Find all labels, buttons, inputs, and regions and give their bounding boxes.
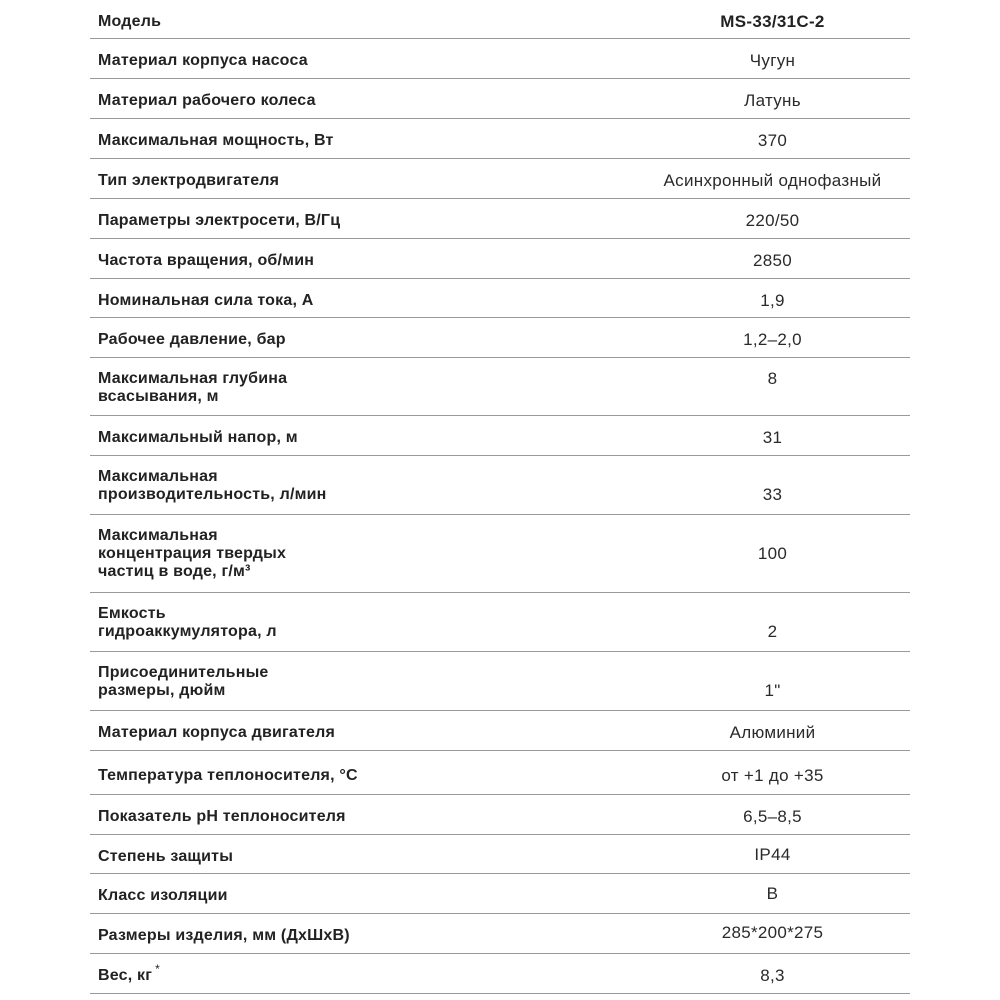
spec-label: Степень защиты (90, 834, 530, 873)
table-row (90, 834, 910, 873)
table-row (90, 750, 910, 794)
spec-value: 370 (530, 118, 910, 158)
table-row (90, 0, 910, 38)
table-row (90, 415, 910, 455)
table-row (90, 238, 910, 278)
table-row (90, 278, 910, 317)
spec-label: Емкость гидроаккумулятора, л (90, 592, 530, 651)
spec-value: IP44 (530, 834, 910, 873)
spec-value: Асинхронный однофазный (530, 158, 910, 198)
spec-label: Температура теплоносителя, °С (90, 750, 530, 794)
spec-label: Параметры электросети, В/Гц (90, 198, 530, 238)
spec-value: 2850 (530, 238, 910, 278)
spec-label: Показатель pH теплоносителя (90, 794, 530, 834)
spec-value: 220/50 (530, 198, 910, 238)
spec-label: Максимальная мощность, Вт (90, 118, 530, 158)
spec-value: 1,2–2,0 (530, 317, 910, 357)
spec-label: Класс изоляции (90, 873, 530, 913)
spec-value: от +1 до +35 (530, 750, 910, 794)
spec-label: Материал рабочего колеса (90, 78, 530, 118)
spec-value: Латунь (530, 78, 910, 118)
spec-value: 285*200*275 (530, 913, 910, 953)
spec-label: Тип электродвигателя (90, 158, 530, 198)
table-row (90, 514, 910, 592)
spec-value: 33 (530, 455, 910, 514)
spec-label: Вес, кг * (90, 953, 530, 993)
table-row (90, 873, 910, 913)
spec-value: Алюминий (530, 710, 910, 750)
specifications-table (90, 0, 910, 994)
spec-label: Максимальная глубина всасывания, м (90, 357, 530, 415)
spec-value: 8 (530, 357, 910, 415)
spec-value: 8,3 (530, 953, 910, 993)
table-row (90, 198, 910, 238)
spec-value: MS-33/31C-2 (530, 0, 910, 38)
spec-label: Номинальная сила тока, А (90, 278, 530, 317)
spec-value: 1" (530, 651, 910, 710)
spec-label: Максимальная концентрация твердых частиц в воде, г/м³ (90, 514, 530, 592)
spec-value: 6,5–8,5 (530, 794, 910, 834)
spec-value: 31 (530, 415, 910, 455)
table-row (90, 317, 910, 357)
spec-value: 2 (530, 592, 910, 651)
spec-label: Частота вращения, об/мин (90, 238, 530, 278)
table-row (90, 118, 910, 158)
table-row (90, 357, 910, 415)
table-row (90, 794, 910, 834)
footnote-marker: * (155, 962, 160, 977)
table-row (90, 651, 910, 710)
spec-value: 100 (530, 514, 910, 592)
spec-label: Рабочее давление, бар (90, 317, 530, 357)
spec-label: Модель (90, 0, 530, 38)
spec-label: Материал корпуса двигателя (90, 710, 530, 750)
table-row (90, 592, 910, 651)
table-row (90, 158, 910, 198)
table-row (90, 455, 910, 514)
spec-label: Материал корпуса насоса (90, 38, 530, 78)
table-row (90, 38, 910, 78)
table-row (90, 710, 910, 750)
spec-label: Размеры изделия, мм (ДхШхВ) (90, 913, 530, 953)
spec-value: 1,9 (530, 278, 910, 317)
table-row (90, 78, 910, 118)
table-row (90, 953, 910, 993)
spec-value: B (530, 873, 910, 913)
spec-label: Присоединительные размеры, дюйм (90, 651, 530, 710)
spec-value: Чугун (530, 38, 910, 78)
table-row (90, 913, 910, 953)
spec-label: Максимальный напор, м (90, 415, 530, 455)
spec-label: Максимальная производительность, л/мин (90, 455, 530, 514)
